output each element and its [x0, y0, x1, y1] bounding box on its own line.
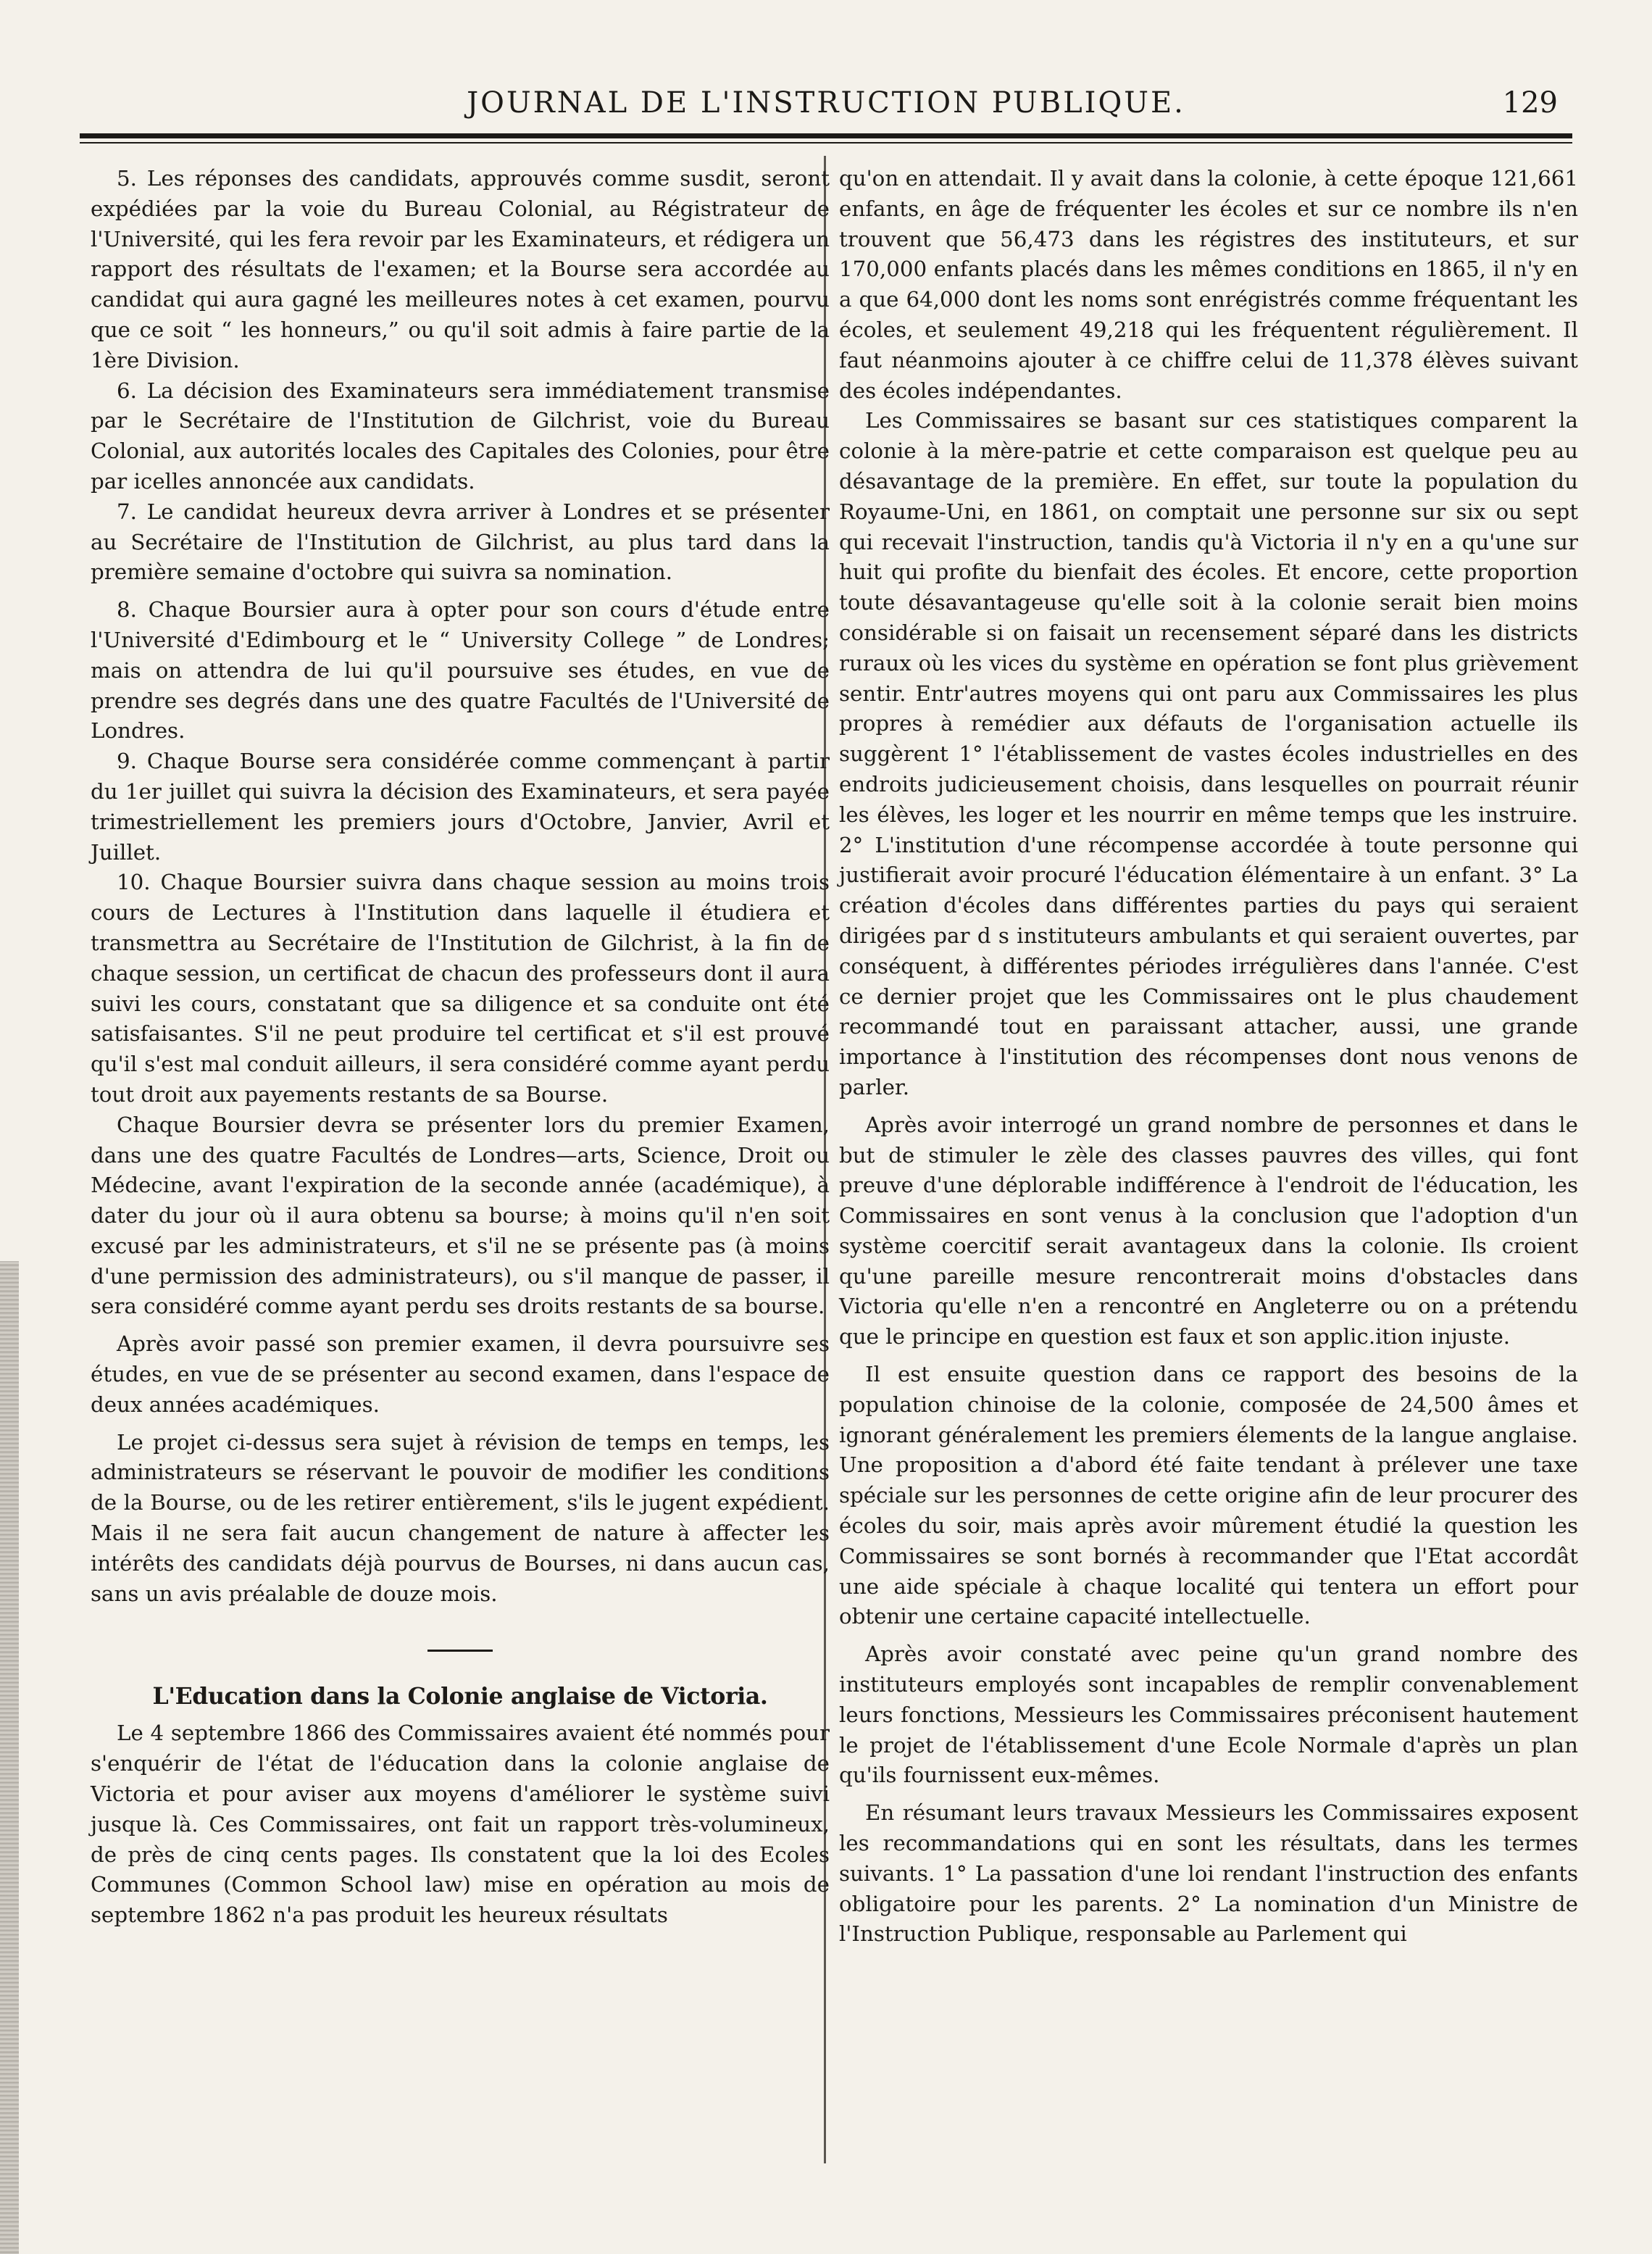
article-paragraph: Chaque Boursier devra se présenter lors du premier Examen, dans une des quatre Facultés de Londres—arts, Science, Droit ou Médecine, avant l'expiration de la seconde année (académique), à dater du jour où il aura obtenu sa bourse; à moins qu'il n'en soit excusé par les administrateurs, et s'il ne se présente pas (à moins d'une permission des administrateurs), ou s'il manque de passer, il sera considéré comme ayant perdu ses droits restants de sa bourse.: [91, 1112, 830, 1319]
section-separator: [427, 1650, 493, 1652]
article-paragraph: 9. Chaque Bourse sera considérée comme commençant à partir du 1er juillet qui suivra la décision des Examinateurs, et sera payée trimestriellement les premiers jours d'Octobre, Janvier, Avril et Juillet.: [91, 749, 830, 865]
article-paragraph: 7. Le candidat heureux devra arriver à Londres et se présenter au Secrétaire de l'Institution de Gilchrist, au plus tard dans la première semaine d'octobre qui suivra sa nomination.: [91, 499, 830, 585]
article-paragraph: 10. Chaque Boursier suivra dans chaque session au moins trois cours de Lectures à l'Institution dans laquelle il étudiera et transmettra au Secrétaire de l'Institution de Gilchrist, à la fin de chaque session, un certificat de chacun des professeurs dont il aura suivi les cours, constatant que sa diligence et sa conduite ont été satisfaisantes. S'il ne peut produire tel certificat et s'il est prouvé qu'il s'est mal conduit ailleurs, il sera considéré comme ayant perdu tout droit aux payements restants de sa Bourse.: [91, 870, 830, 1107]
header-rule-thick: [80, 133, 1572, 138]
article-paragraph: 8. Chaque Boursier aura à opter pour son cours d'étude entre l'Université d'Edimbourg et le “ University College ” de Londres; mais on attendra de lui qu'il poursuive ses études, en vue de prendre ses degrés dans une des quatre Facultés de l'Université de Londres.: [91, 597, 830, 744]
page-header: [80, 81, 1572, 132]
article-paragraph: 6. La décision des Examinateurs sera immédiatement transmise par le Secrétaire de l'Institution de Gilchrist, voie du Bureau Colonial, aux autorités locales des Capitales des Colonies, pour être par icelles annoncée aux candidats.: [91, 378, 830, 494]
article-paragraph: Après avoir passé son premier examen, il devra poursuivre ses études, en vue de se présenter au second examen, dans l'espace de deux années académiques.: [91, 1331, 830, 1417]
article-paragraph: Il est ensuite question dans ce rapport des besoins de la population chinoise de la colonie, composée de 24,500 âmes et ignorant généralement les premiers élements de la langue anglaise. Une proposition a d'abord été faite tendant à prélever une taxe spéciale sur les personnes de cette origine afin de leur procurer des écoles du soir, mais après avoir mûrement étudié la question les Commissaires se sont bornés à recommander que l'Etat accordât une aide spéciale à chaque localité qui tentera un effort pour obtenir une certaine capacité intellectuelle.: [839, 1362, 1578, 1629]
article-paragraph: Les Commissaires se basant sur ces statistiques comparent la colonie à la mère-patrie et cette comparaison est quelque peu au désavantage de la première. En effet, sur toute la population du Royaume-Uni, en 1861, on comptait une personne sur six ou sept qui recevait l'instruction, tandis qu'à Victoria il n'y en a qu'une sur huit qui profite du bienfait des écoles. Et encore, cette proportion toute désavantageuse qu'elle soit à la colonie serait bien moins considérable si on faisait un recensement séparé dans les districts ruraux où les vices du système en opération se font plus grièvement sentir. Entr'autres moyens qui ont paru aux Commissaires les plus propres à remédier aux défauts de l'organisation actuelle ils suggèrent 1° l'établissement de vastes écoles industrielles en des endroits judicieusement choisis, dans lesquelles on pourrait réunir les élèves, les loger et les nourrir en même temps que les instruire. 2° L'institution d'une récompense accordée à toute personne qui justifierait avoir procuré l'éducation élémentaire à un enfant. 3° La création d'écoles dans différentes parties du pays qui seraient dirigées par d s instituteurs ambulants et qui seraient ouvertes, par conséquent, à différentes périodes irrégulières dans l'année. C'est ce dernier projet que les Commissaires ont le plus chaudement recommandé tout en paraissant attacher, aussi, une grande importance à l'institution des récompenses dont nous venons de parler.: [839, 408, 1578, 1099]
article-paragraph: Le 4 septembre 1866 des Commissaires avaient été nommés pour s'enquérir de l'état de l'éducation dans la colonie anglaise de Victoria et pour aviser aux moyens d'améliorer le système suivi jusque là. Ces Commissaires, ont fait un rapport très-volumineux, de près de cinq cents pages. Ils constatent que la loi des Ecoles Communes (Common School law) mise en opération au mois de septembre 1862 n'a pas produit les heureux résultats: [91, 1721, 830, 1928]
article-paragraph: Après avoir interrogé un grand nombre de personnes et dans le but de stimuler le zèle des classes pauvres des villes, qui font preuve d'une déplorable indifférence à l'endroit de l'éducation, les Commissaires en sont venus à la conclusion que l'adoption d'un système coercitif serait avantageux dans la colonie. Ils croient qu'une pareille mesure rencontrerait moins d'obstacles dans Victoria qu'elle n'en a rencontré en Angleterre ou on a prétendu que le principe en question est faux et son applic.ition injuste.: [839, 1112, 1578, 1350]
article-paragraph: Après avoir constaté avec peine qu'un grand nombre des instituteurs employés sont incapables de remplir convenablement leurs fonctions, Messieurs les Commissaires préconisent hautement le projet de l'établissement d'une Ecole Normale d'après un plan qu'ils fournissent eux-mêmes.: [839, 1642, 1578, 1788]
article-paragraph: Le projet ci-dessus sera sujet à révision de temps en temps, les administrateurs se réservant le pouvoir de modifier les conditions de la Bourse, ou de les retirer entièrement, s'ils le jugent expédient. Mais il ne sera fait aucun changement de nature à affecter les intérêts des candidats déjà pourvus de Bourses, ni dans aucun cas, sans un avis préalable de douze mois.: [91, 1429, 830, 1606]
article-paragraph: En résumant leurs travaux Messieurs les Commissaires exposent les recommandations qui en sont les résultats, dans les termes suivants. 1° La passation d'une loi rendant l'instruction des enfants obligatoire pour les parents. 2° La nomination d'un Ministre de l'Instruction Publique, responsable au Parlement qui: [839, 1800, 1578, 1947]
journal-title: JOURNAL DE L'INSTRUCTION PUBLIQUE.: [467, 86, 1185, 120]
page-edge-shadow: [0, 1261, 19, 2254]
article-paragraph: 5. Les réponses des candidats, approuvés comme susdit, seront expédiées par la voie du Bureau Colonial, au Régistrateur de l'Université, qui les fera revoir par les Examinateurs, et rédigera un rapport des résultats de l'examen; et la Bourse sera accordée au candidat qui aura gagné les meilleures notes à cet examen, pourvu que ce soit “ les honneurs,” ou qu'il soit admis à faire partie de la 1ère Division.: [91, 166, 830, 373]
section-title: L'Education dans la Colonie anglaise de Victoria.: [152, 1683, 768, 1710]
left-column: [91, 164, 830, 1931]
header-rule-thin: [80, 142, 1572, 144]
page-number: 129: [1502, 86, 1558, 120]
article-paragraph: qu'on en attendait. Il y avait dans la colonie, à cette époque 121,661 enfants, en âge de fréquenter les écoles et sur ce nombre ils n'en trouvent que 56,473 dans les régistres des instituteurs, et sur 170,000 enfants placés dans les mêmes conditions en 1865, il n'y en a que 64,000 dont les noms sont enrégistrés comme fréquentant les écoles, et seulement 49,218 qui les fréquentent régulièrement. Il faut néanmoins ajouter à ce chiffre celui de 11,378 élèves suivant des écoles indépendantes.: [839, 166, 1578, 403]
right-column: [839, 164, 1578, 1950]
